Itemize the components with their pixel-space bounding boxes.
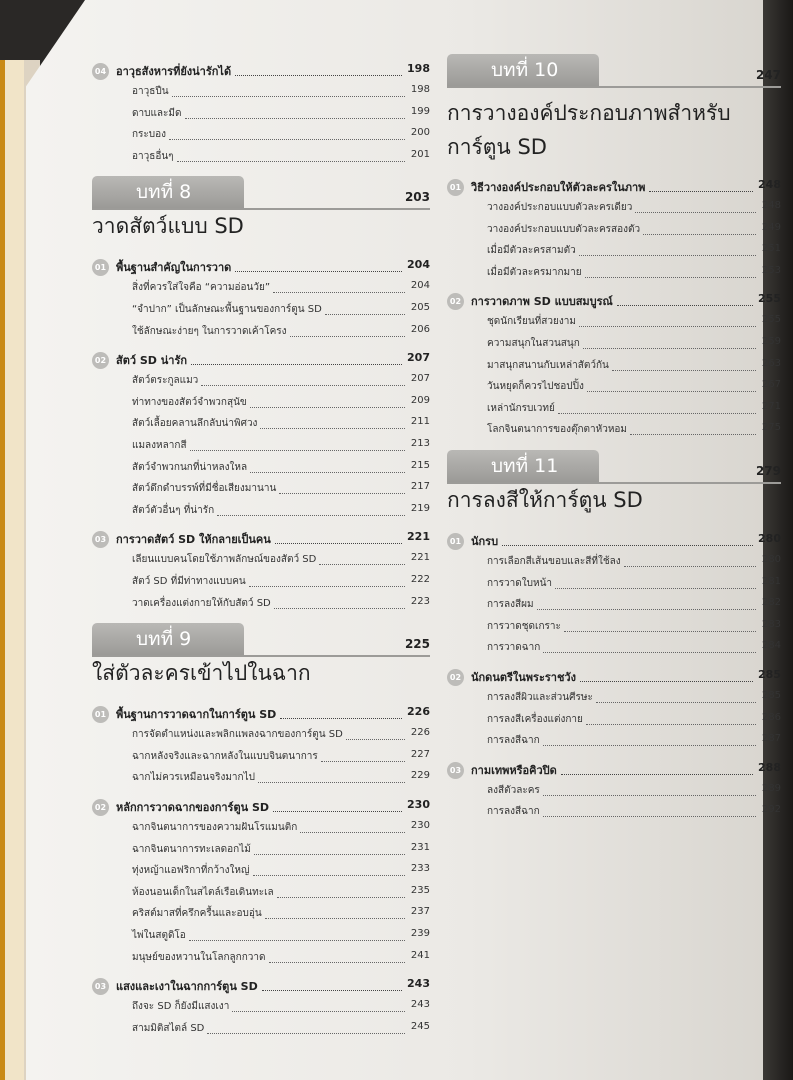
toc-item bbox=[92, 885, 430, 901]
section-title: วิธีวางองค์ประกอบให้ตัวละครในภาพ bbox=[471, 181, 646, 194]
dot-leader bbox=[649, 191, 753, 192]
toc-section bbox=[92, 530, 430, 548]
dot-leader bbox=[201, 385, 405, 386]
section-number-badge: 02 bbox=[92, 799, 109, 816]
toc-item bbox=[92, 950, 430, 966]
dot-leader bbox=[543, 652, 756, 653]
toc-section bbox=[447, 761, 781, 779]
toc-item bbox=[447, 336, 781, 352]
toc-item bbox=[92, 552, 430, 568]
chapter-title: ใส่ตัวละครเข้าไปในฉาก bbox=[92, 661, 311, 686]
toc-section bbox=[92, 62, 430, 80]
item-page-number: 289 bbox=[761, 782, 781, 794]
item-page-number: 237 bbox=[410, 906, 430, 918]
toc-item bbox=[447, 576, 781, 592]
item-page-number: 215 bbox=[410, 459, 430, 471]
item-title: สัตว์ดึกดำบรรพ์ที่มีชื่อเสียงมานาน bbox=[132, 483, 277, 495]
dot-leader bbox=[558, 413, 756, 414]
item-page-number: 198 bbox=[410, 84, 430, 95]
item-title: วันหยุดก็ควรไปชอปปิ้ง bbox=[487, 381, 584, 393]
chapter-title bbox=[447, 96, 731, 164]
dot-leader bbox=[265, 918, 405, 919]
toc-item bbox=[92, 503, 430, 519]
item-page-number: 230 bbox=[410, 820, 430, 831]
section-page-number: 198 bbox=[407, 62, 430, 75]
dot-leader bbox=[325, 314, 405, 315]
toc-item bbox=[447, 733, 781, 749]
toc-item bbox=[92, 395, 430, 411]
item-page-number: 275 bbox=[761, 422, 781, 434]
dot-leader bbox=[555, 588, 756, 589]
toc-item bbox=[92, 416, 430, 432]
toc-item bbox=[92, 106, 430, 122]
section-page-number: 226 bbox=[407, 705, 430, 719]
toc-item bbox=[92, 749, 430, 765]
item-page-number: 233 bbox=[410, 863, 430, 875]
dot-leader bbox=[537, 609, 756, 610]
dot-leader bbox=[579, 326, 756, 327]
item-page-number: 239 bbox=[410, 928, 430, 939]
toc-item bbox=[447, 200, 781, 216]
toc-item bbox=[447, 640, 781, 656]
toc-section bbox=[92, 977, 430, 995]
dot-leader bbox=[583, 348, 756, 349]
item-title: การวาดชุดเกราะ bbox=[487, 620, 561, 632]
item-title: การลงสีฉาก bbox=[487, 735, 540, 747]
section-title: พื้นฐานสำคัญในการวาด bbox=[116, 261, 232, 275]
item-title: อาวุธอื่นๆ bbox=[132, 150, 174, 162]
item-title: การลงสีฉาก bbox=[487, 806, 540, 818]
toc-item bbox=[92, 438, 430, 454]
section-number-badge: 01 bbox=[447, 533, 464, 550]
chapter-title-line: การวางองค์ประกอบภาพสำหรับ bbox=[447, 101, 731, 125]
dot-leader bbox=[185, 118, 405, 119]
dot-leader bbox=[321, 761, 405, 762]
chapter-page-number: 225 bbox=[404, 637, 430, 652]
item-page-number: 226 bbox=[410, 727, 430, 739]
chapter-tab: บทที่ 11 bbox=[447, 450, 599, 482]
dot-leader bbox=[564, 631, 756, 632]
item-page-number: 201 bbox=[410, 148, 430, 160]
section-page-number: 255 bbox=[758, 292, 781, 306]
toc-item bbox=[92, 302, 430, 318]
toc-item bbox=[92, 906, 430, 922]
item-page-number: 221 bbox=[410, 552, 430, 564]
section-number-badge: 02 bbox=[447, 293, 464, 310]
toc-item bbox=[92, 842, 430, 858]
item-title: วาดเครื่องแต่งกายให้กับสัตว์ SD bbox=[132, 597, 271, 609]
toc-item bbox=[447, 690, 781, 706]
dot-leader bbox=[177, 161, 405, 162]
toc-item bbox=[92, 373, 430, 389]
dot-leader bbox=[207, 1033, 405, 1034]
item-title: เมื่อมีตัวละครมากมาย bbox=[487, 266, 582, 278]
dot-leader bbox=[250, 472, 405, 473]
item-page-number: 267 bbox=[761, 379, 781, 391]
dot-leader bbox=[543, 745, 756, 746]
toc-item bbox=[92, 324, 430, 340]
item-page-number: 251 bbox=[761, 243, 781, 255]
section-page-number: 230 bbox=[407, 798, 430, 811]
dot-leader bbox=[587, 391, 756, 392]
dot-leader bbox=[502, 545, 753, 546]
section-page-number: 285 bbox=[758, 668, 781, 681]
chapter-tab: บทที่ 8 bbox=[92, 176, 244, 208]
dot-leader bbox=[580, 681, 753, 682]
item-title: ดาบและมีด bbox=[132, 107, 182, 119]
toc-item bbox=[447, 554, 781, 570]
section-number-badge: 03 bbox=[92, 978, 109, 995]
item-page-number: 205 bbox=[410, 302, 430, 313]
item-title: ไพ่ในสตูดิโอ bbox=[132, 930, 186, 941]
toc-section bbox=[447, 292, 781, 310]
section-number-badge: 04 bbox=[92, 63, 109, 80]
dot-leader bbox=[254, 854, 405, 855]
chapter-title-line: การ์ตูน SD bbox=[447, 135, 547, 159]
section-number-badge: 01 bbox=[92, 259, 109, 276]
dot-leader bbox=[585, 277, 756, 278]
item-page-number: 248 bbox=[761, 200, 781, 211]
chapter-header bbox=[447, 54, 781, 159]
toc-item bbox=[92, 481, 430, 497]
dot-leader bbox=[273, 292, 405, 293]
dot-leader bbox=[189, 940, 405, 941]
item-page-number: 227 bbox=[410, 748, 430, 760]
dot-leader bbox=[543, 795, 756, 796]
item-title: ฉากไม่ควรเหมือนจริงมากไป bbox=[132, 772, 255, 784]
toc-item bbox=[447, 265, 781, 281]
item-page-number: 271 bbox=[761, 400, 781, 412]
item-title: สิ่งที่ควรใส่ใจคือ “ความอ่อนวัย” bbox=[132, 282, 271, 294]
dot-leader bbox=[232, 1011, 405, 1012]
section-title: นักดนตรีในพระราชวัง bbox=[471, 671, 576, 684]
item-page-number: 229 bbox=[410, 770, 430, 782]
item-title: สามมิติสไตล์ SD bbox=[132, 1022, 205, 1034]
item-title: เลียนแบบคนโดยใช้ภาพลักษณ์ของสัตว์ SD bbox=[132, 554, 317, 566]
item-title: สัตว์จำพวกนกที่น่าหลงใหล bbox=[132, 461, 248, 473]
item-page-number: 243 bbox=[410, 999, 430, 1011]
section-title: แสงและเงาในฉากการ์ตูน SD bbox=[116, 980, 258, 994]
dot-leader bbox=[277, 897, 405, 898]
item-title: ฉากหลังจริงและฉากหลังในแบบจินตนาการ bbox=[132, 750, 318, 762]
item-title: ถึงจะ SD ก็ยังมีแสงเงา bbox=[132, 1001, 230, 1013]
item-title: การจัดตำแหน่งและพลิกแพลงฉากของการ์ตูน SD bbox=[132, 729, 343, 741]
item-title: วางองค์ประกอบแบบตัวละครเดียว bbox=[487, 202, 633, 213]
toc-section bbox=[447, 532, 781, 550]
item-title: ฉากจินตนาการทะเลดอกไม้ bbox=[132, 843, 251, 855]
item-page-number: 245 bbox=[410, 1020, 430, 1032]
toc-section bbox=[447, 178, 781, 196]
dot-leader bbox=[612, 370, 756, 371]
section-title: สัตว์ SD น่ารัก bbox=[116, 354, 188, 368]
item-page-number: 199 bbox=[410, 105, 430, 117]
item-title: การวาดฉาก bbox=[487, 642, 541, 654]
item-page-number: 281 bbox=[761, 575, 781, 587]
toc-item bbox=[92, 574, 430, 590]
dot-leader bbox=[346, 739, 405, 740]
dot-leader bbox=[273, 811, 402, 812]
dot-leader bbox=[217, 515, 405, 516]
toc-item bbox=[447, 783, 781, 799]
chapter-tab: บทที่ 10 bbox=[447, 54, 599, 86]
item-page-number: 241 bbox=[410, 949, 430, 961]
dot-leader bbox=[596, 702, 756, 703]
section-title: อาวุธสังหารที่ยังน่ารักได้ bbox=[116, 65, 232, 78]
item-title: “จำปาก” เป็นลักษณะพื้นฐานของการ์ตูน SD bbox=[132, 304, 322, 315]
item-title: ห้องนอนเด็กในสไตล์เรือเดินทะเล bbox=[132, 886, 274, 898]
section-number-badge: 01 bbox=[447, 179, 464, 196]
chapter-page-number: 203 bbox=[404, 190, 430, 205]
section-number-badge: 03 bbox=[92, 531, 109, 548]
chapter-rule bbox=[92, 208, 430, 210]
toc-item bbox=[92, 1021, 430, 1037]
toc-item bbox=[447, 379, 781, 395]
item-page-number: 284 bbox=[761, 640, 781, 652]
dot-leader bbox=[635, 212, 756, 213]
item-page-number: 209 bbox=[410, 394, 430, 406]
item-page-number: 206 bbox=[410, 323, 430, 335]
dot-leader bbox=[586, 724, 756, 725]
toc-item bbox=[447, 243, 781, 259]
item-page-number: 223 bbox=[410, 595, 430, 607]
item-page-number: 286 bbox=[761, 711, 781, 723]
dot-leader bbox=[260, 428, 405, 429]
toc-section bbox=[92, 258, 430, 276]
item-title: มาสนุกสนานกับเหล่าสัตว์กัน bbox=[487, 359, 609, 371]
item-title: ชุดนักเรียนที่สวยงาม bbox=[487, 316, 576, 328]
section-number-badge: 01 bbox=[92, 706, 109, 723]
item-title: เหล่านักรบเวทย์ bbox=[487, 402, 555, 414]
section-number-badge: 03 bbox=[447, 762, 464, 779]
dot-leader bbox=[191, 364, 402, 365]
dot-leader bbox=[190, 450, 405, 451]
toc-section bbox=[92, 705, 430, 723]
item-title: สัตว์ SD ที่มีท่าทางแบบคน bbox=[132, 576, 246, 587]
dot-leader bbox=[169, 139, 405, 140]
item-title: ความสนุกในสวนสนุก bbox=[487, 338, 580, 349]
toc-item bbox=[92, 149, 430, 165]
toc-section bbox=[92, 798, 430, 816]
item-page-number: 287 bbox=[761, 733, 781, 745]
item-title: สัตว์ตัวอื่นๆ ที่น่ารัก bbox=[132, 504, 215, 516]
chapter-rule bbox=[92, 655, 430, 657]
dot-leader bbox=[280, 718, 402, 719]
item-title: สัตว์เลื้อยคลานลึกลับน่าพิศวง bbox=[132, 418, 258, 430]
item-page-number: 231 bbox=[410, 841, 430, 853]
dot-leader bbox=[249, 586, 405, 587]
toc-item bbox=[92, 84, 430, 100]
item-page-number: 235 bbox=[410, 884, 430, 896]
item-title: เมื่อมีตัวละครสามตัว bbox=[487, 245, 576, 257]
dot-leader bbox=[643, 234, 756, 235]
item-title: ใช้ลักษณะง่ายๆ ในการวาดเค้าโครง bbox=[132, 325, 287, 337]
item-title: การลงสีเครื่องแต่งกาย bbox=[487, 713, 583, 725]
toc-item bbox=[447, 597, 781, 613]
chapter-rule bbox=[447, 86, 781, 88]
item-page-number: 211 bbox=[410, 416, 430, 428]
dot-leader bbox=[300, 832, 405, 833]
dot-leader bbox=[624, 566, 756, 567]
item-page-number: 219 bbox=[410, 502, 430, 514]
toc-item bbox=[92, 928, 430, 944]
dot-leader bbox=[579, 255, 756, 256]
toc-item bbox=[92, 727, 430, 743]
item-title: สัตว์ตระกูลแมว bbox=[132, 375, 199, 387]
toc-section bbox=[92, 351, 430, 369]
item-page-number: 222 bbox=[410, 574, 430, 585]
item-page-number: 217 bbox=[410, 481, 430, 493]
item-page-number: 213 bbox=[410, 438, 430, 449]
dot-leader bbox=[258, 782, 405, 783]
item-title: การลงสีผม bbox=[487, 599, 534, 611]
chapter-header bbox=[92, 176, 430, 239]
toc-section bbox=[447, 668, 781, 686]
toc-item bbox=[447, 222, 781, 238]
section-page-number: 248 bbox=[758, 178, 781, 191]
dot-leader bbox=[172, 96, 405, 97]
chapter-page-number: 247 bbox=[755, 68, 781, 82]
item-title: ท่าทางของสัตว์จำพวกสุนัข bbox=[132, 396, 247, 408]
dot-leader bbox=[543, 816, 756, 817]
toc-item bbox=[447, 422, 781, 438]
item-title: การลงสีผิวและส่วนศีรษะ bbox=[487, 692, 593, 703]
toc-item bbox=[92, 863, 430, 879]
toc-item bbox=[447, 314, 781, 330]
item-page-number: 280 bbox=[761, 554, 781, 565]
item-page-number: 255 bbox=[761, 314, 781, 326]
section-title: กามเทพหรือคิวปิด bbox=[471, 763, 557, 777]
dot-leader bbox=[269, 962, 405, 963]
item-page-number: 204 bbox=[410, 280, 430, 292]
section-page-number: 204 bbox=[407, 258, 430, 272]
chapter-title: การลงสีให้การ์ตูน SD bbox=[447, 488, 643, 512]
toc-item bbox=[92, 999, 430, 1015]
item-page-number: 253 bbox=[761, 264, 781, 276]
item-page-number: 282 bbox=[761, 597, 781, 609]
section-page-number: 243 bbox=[407, 977, 430, 991]
item-page-number: 292 bbox=[761, 804, 781, 816]
item-title: แมลงหลากสี bbox=[132, 440, 187, 451]
dot-leader bbox=[617, 305, 753, 306]
item-title: การเลือกสีเส้นขอบและสีที่ใช้ลง bbox=[487, 556, 621, 567]
toc-item bbox=[92, 596, 430, 612]
toc-item bbox=[92, 127, 430, 143]
item-title: มนุษย์ของหวานในโลกลูกกวาด bbox=[132, 951, 266, 963]
section-number-badge: 02 bbox=[92, 352, 109, 369]
chapter-tab: บทที่ 9 bbox=[92, 623, 244, 655]
toc-item bbox=[92, 820, 430, 836]
dot-leader bbox=[250, 407, 405, 408]
section-title: การวาดสัตว์ SD ให้กลายเป็นคน bbox=[116, 533, 271, 547]
item-title: การวาดใบหน้า bbox=[487, 577, 553, 589]
dot-leader bbox=[279, 493, 405, 494]
item-title: ฉากจินตนาการของความฝันโรแมนติก bbox=[132, 822, 298, 833]
item-page-number: 285 bbox=[761, 690, 781, 701]
dot-leader bbox=[274, 608, 405, 609]
item-page-number: 283 bbox=[761, 618, 781, 630]
dot-leader bbox=[235, 75, 402, 76]
dot-leader bbox=[319, 564, 405, 565]
item-page-number: 200 bbox=[410, 127, 430, 139]
section-title: การวาดภาพ SD แบบสมบูรณ์ bbox=[471, 295, 613, 309]
section-page-number: 221 bbox=[407, 530, 430, 544]
item-title: ลงสีตัวละคร bbox=[487, 784, 540, 796]
section-title: พื้นฐานการวาดฉากในการ์ตูน SD bbox=[116, 708, 277, 722]
item-title: คริสต์มาสที่ครึกครื้นและอบอุ่น bbox=[132, 908, 262, 920]
toc-item bbox=[92, 460, 430, 476]
toc-item bbox=[92, 770, 430, 786]
chapter-header bbox=[92, 623, 430, 686]
dot-leader bbox=[630, 434, 756, 435]
item-title: โลกจินตนาการของตุ๊กตาหัวหอม bbox=[487, 424, 628, 436]
chapter-header bbox=[447, 450, 781, 510]
item-title: อาวุธปืน bbox=[132, 86, 169, 97]
item-page-number: 259 bbox=[761, 336, 781, 347]
dot-leader bbox=[275, 543, 402, 544]
section-page-number: 207 bbox=[407, 351, 430, 365]
dot-leader bbox=[253, 875, 405, 876]
chapter-rule bbox=[447, 482, 781, 484]
item-page-number: 249 bbox=[761, 221, 781, 233]
toc-item bbox=[447, 804, 781, 820]
item-title: วางองค์ประกอบแบบตัวละครสองตัว bbox=[487, 223, 641, 235]
chapter-title: วาดสัตว์แบบ SD bbox=[92, 214, 244, 239]
dot-leader bbox=[235, 271, 402, 272]
toc-item bbox=[447, 401, 781, 417]
section-title: นักรบ bbox=[471, 535, 499, 548]
toc-item bbox=[92, 280, 430, 296]
section-title: หลักการวาดฉากของการ์ตูน SD bbox=[116, 801, 270, 814]
item-page-number: 263 bbox=[761, 357, 781, 369]
dot-leader bbox=[262, 990, 402, 991]
toc-item bbox=[447, 619, 781, 635]
item-title: ทุ่งหญ้าแอฟริกาที่กว้างใหญ่ bbox=[132, 865, 250, 877]
section-page-number: 280 bbox=[758, 532, 781, 545]
section-page-number: 288 bbox=[758, 760, 781, 774]
toc-item bbox=[447, 358, 781, 374]
item-title: กระบอง bbox=[132, 129, 167, 141]
section-number-badge: 02 bbox=[447, 669, 464, 686]
dot-leader bbox=[561, 774, 753, 775]
item-page-number: 207 bbox=[410, 373, 430, 385]
toc-item bbox=[447, 712, 781, 728]
chapter-page-number: 279 bbox=[755, 464, 781, 478]
dot-leader bbox=[290, 336, 405, 337]
